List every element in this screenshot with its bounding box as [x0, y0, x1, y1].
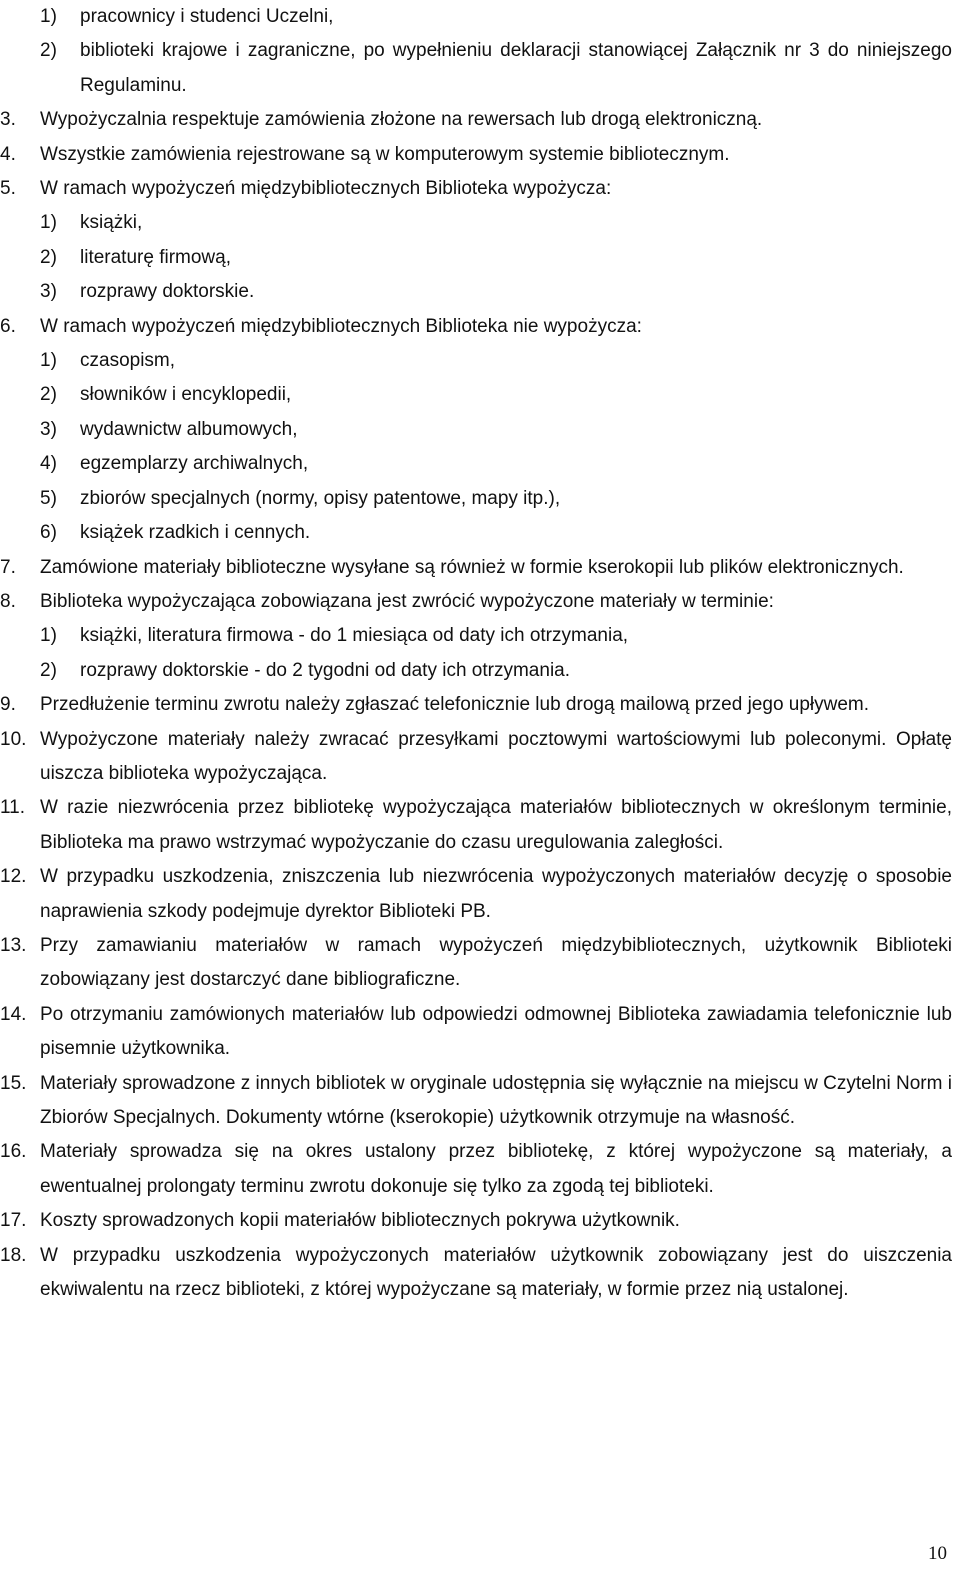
- list-item: [0, 172, 952, 206]
- sub-list-item: [0, 378, 952, 412]
- item-text: książki,: [80, 212, 143, 234]
- page-number: 10: [928, 1543, 947, 1564]
- item-number: 2): [40, 246, 57, 268]
- sub-list-item: [0, 447, 952, 481]
- item-text: Materiały sprowadza się na okres ustalony przez bibliotekę, z której wypożyczone są materiały, a ewentualnej prolongaty terminu zwrotu dokonuje się tylko za zgodą tej biblioteki.: [40, 1141, 952, 1197]
- list-item: [0, 585, 952, 619]
- item-number: 18.: [0, 1244, 27, 1266]
- sub-list-item: [0, 241, 952, 275]
- list-item: [0, 551, 952, 585]
- item-text: książki, literatura firmowa - do 1 miesiąca od daty ich otrzymania,: [80, 625, 629, 647]
- item-number: 2): [40, 659, 57, 681]
- item-text: słowników i encyklopedii,: [80, 384, 292, 406]
- sub-list-item: [0, 619, 952, 653]
- item-text: Zamówione materiały biblioteczne wysyłane są również w formie kserokopii lub plików elektronicznych.: [40, 556, 904, 578]
- item-text: Wypożyczone materiały należy zwracać przesyłkami pocztowymi wartościowymi lub poleconymi. Opłatę uiszcza biblioteka wypożyczająca.: [40, 728, 952, 784]
- item-text: książek rzadkich i cennych.: [80, 522, 311, 544]
- item-number: 5.: [0, 178, 16, 200]
- item-text: Przedłużenie terminu zwrotu należy zgłaszać telefonicznie lub drogą mailową przed jego upływem.: [40, 694, 870, 716]
- sub-list-item: [0, 413, 952, 447]
- item-text: egzemplarzy archiwalnych,: [80, 453, 309, 475]
- item-text: W ramach wypożyczeń międzybibliotecznych Biblioteka wypożycza:: [40, 178, 612, 200]
- item-number: 8.: [0, 590, 16, 612]
- item-text: W ramach wypożyczeń międzybibliotecznych Biblioteka nie wypożycza:: [40, 315, 642, 337]
- item-number: 7.: [0, 556, 16, 578]
- item-number: 3): [40, 281, 57, 303]
- item-number: 13.: [0, 934, 27, 956]
- item-text: czasopism,: [80, 350, 176, 372]
- item-text: Wszystkie zamówienia rejestrowane są w komputerowym systemie bibliotecznym.: [40, 143, 730, 165]
- item-text: Po otrzymaniu zamówionych materiałów lub odpowiedzi odmownej Biblioteka zawiadamia telefonicznie lub pisemnie użytkownika.: [40, 1003, 952, 1060]
- list-item: [0, 929, 952, 998]
- sub-list-item: [0, 206, 952, 240]
- item-number: 6): [40, 522, 57, 544]
- list-item: [0, 688, 952, 722]
- item-number: 1): [40, 350, 57, 372]
- list-item: [0, 1135, 952, 1204]
- item-text: Wypożyczalnia respektuje zamówienia złożone na rewersach lub drogą elektroniczną.: [40, 109, 763, 131]
- item-text: wydawnictw albumowych,: [80, 418, 298, 440]
- item-number: 2): [40, 40, 57, 62]
- list-item: [0, 998, 952, 1067]
- item-text: Biblioteka wypożyczająca zobowiązana jest zwrócić wypożyczone materiały w terminie:: [40, 590, 774, 612]
- item-number: 1): [40, 625, 57, 647]
- item-text: pracownicy i studenci Uczelni,: [80, 6, 334, 27]
- item-text: Materiały sprowadzone z innych bibliotek w oryginale udostępnia się wyłącznie na miejscu w Czytelni Norm i Zbiorów Specjalnych. Dokumenty wtórne (kserokopie) użytkownik otrzymuje na własność.: [40, 1072, 952, 1128]
- item-text: W przypadku uszkodzenia, zniszczenia lub niezwrócenia wypożyczonych materiałów decyzję o sposobie naprawienia szkody podejmuje dyrektor Biblioteki PB.: [40, 866, 952, 922]
- item-text: literaturę firmową,: [80, 246, 231, 268]
- item-text: Koszty sprowadzonych kopii materiałów bibliotecznych pokrywa użytkownik.: [40, 1210, 680, 1232]
- item-number: 4.: [0, 143, 16, 165]
- item-number: 12.: [0, 866, 27, 888]
- item-number: 1): [40, 6, 57, 27]
- item-number: 9.: [0, 694, 16, 716]
- sub-list-item: [0, 275, 952, 309]
- item-text: rozprawy doktorskie - do 2 tygodni od daty ich otrzymania.: [80, 659, 571, 681]
- item-number: 6.: [0, 315, 16, 337]
- item-number: 2): [40, 384, 57, 406]
- item-number: 3.: [0, 109, 16, 131]
- item-number: 17.: [0, 1210, 27, 1232]
- sub-list-item: [0, 34, 952, 103]
- list-item: [0, 1204, 952, 1238]
- item-text: rozprawy doktorskie.: [80, 281, 255, 303]
- sub-list-item: [0, 482, 952, 516]
- item-number: 5): [40, 487, 57, 509]
- item-number: 11.: [0, 797, 26, 819]
- item-text: Przy zamawianiu materiałów w ramach wypożyczeń międzybibliotecznych, użytkownik Biblioteki zobowiązany jest dostarczyć dane bibliograficzne.: [40, 934, 952, 991]
- item-number: 1): [40, 212, 57, 234]
- list-item: [0, 723, 952, 792]
- list-item: [0, 1067, 952, 1136]
- item-number: 15.: [0, 1072, 27, 1094]
- sub-list-item: [0, 0, 952, 34]
- item-text: W razie niezwrócenia przez bibliotekę wypożyczająca materiałów bibliotecznych w określonym terminie, Biblioteka ma prawo wstrzymać wypożyczanie do czasu uregulowania zaległości.: [40, 797, 952, 853]
- item-number: 3): [40, 418, 57, 440]
- item-text: W przypadku uszkodzenia wypożyczonych materiałów użytkownik zobowiązany jest do uiszczenia ekwiwalentu na rzecz biblioteki, z której wypożyczane są materiały, w formie przez nią ustalonej.: [40, 1244, 952, 1301]
- sub-list-item: [0, 654, 952, 688]
- list-item: [0, 103, 952, 137]
- list-item: [0, 791, 952, 860]
- list-item: [0, 1239, 952, 1308]
- item-number: 14.: [0, 1003, 27, 1025]
- item-text: biblioteki krajowe i zagraniczne, po wypełnieniu deklaracji stanowiącej Załącznik nr 3 do niniejszego Regulaminu.: [80, 40, 952, 96]
- list-item: [0, 138, 952, 172]
- item-number: 16.: [0, 1141, 27, 1163]
- list-item: [0, 860, 952, 929]
- item-text: zbiorów specjalnych (normy, opisy patentowe, mapy itp.),: [80, 487, 561, 509]
- item-number: 10.: [0, 728, 27, 750]
- list-item: [0, 310, 952, 344]
- sub-list-item: [0, 344, 952, 378]
- sub-list-item: [0, 516, 952, 550]
- item-number: 4): [40, 453, 57, 475]
